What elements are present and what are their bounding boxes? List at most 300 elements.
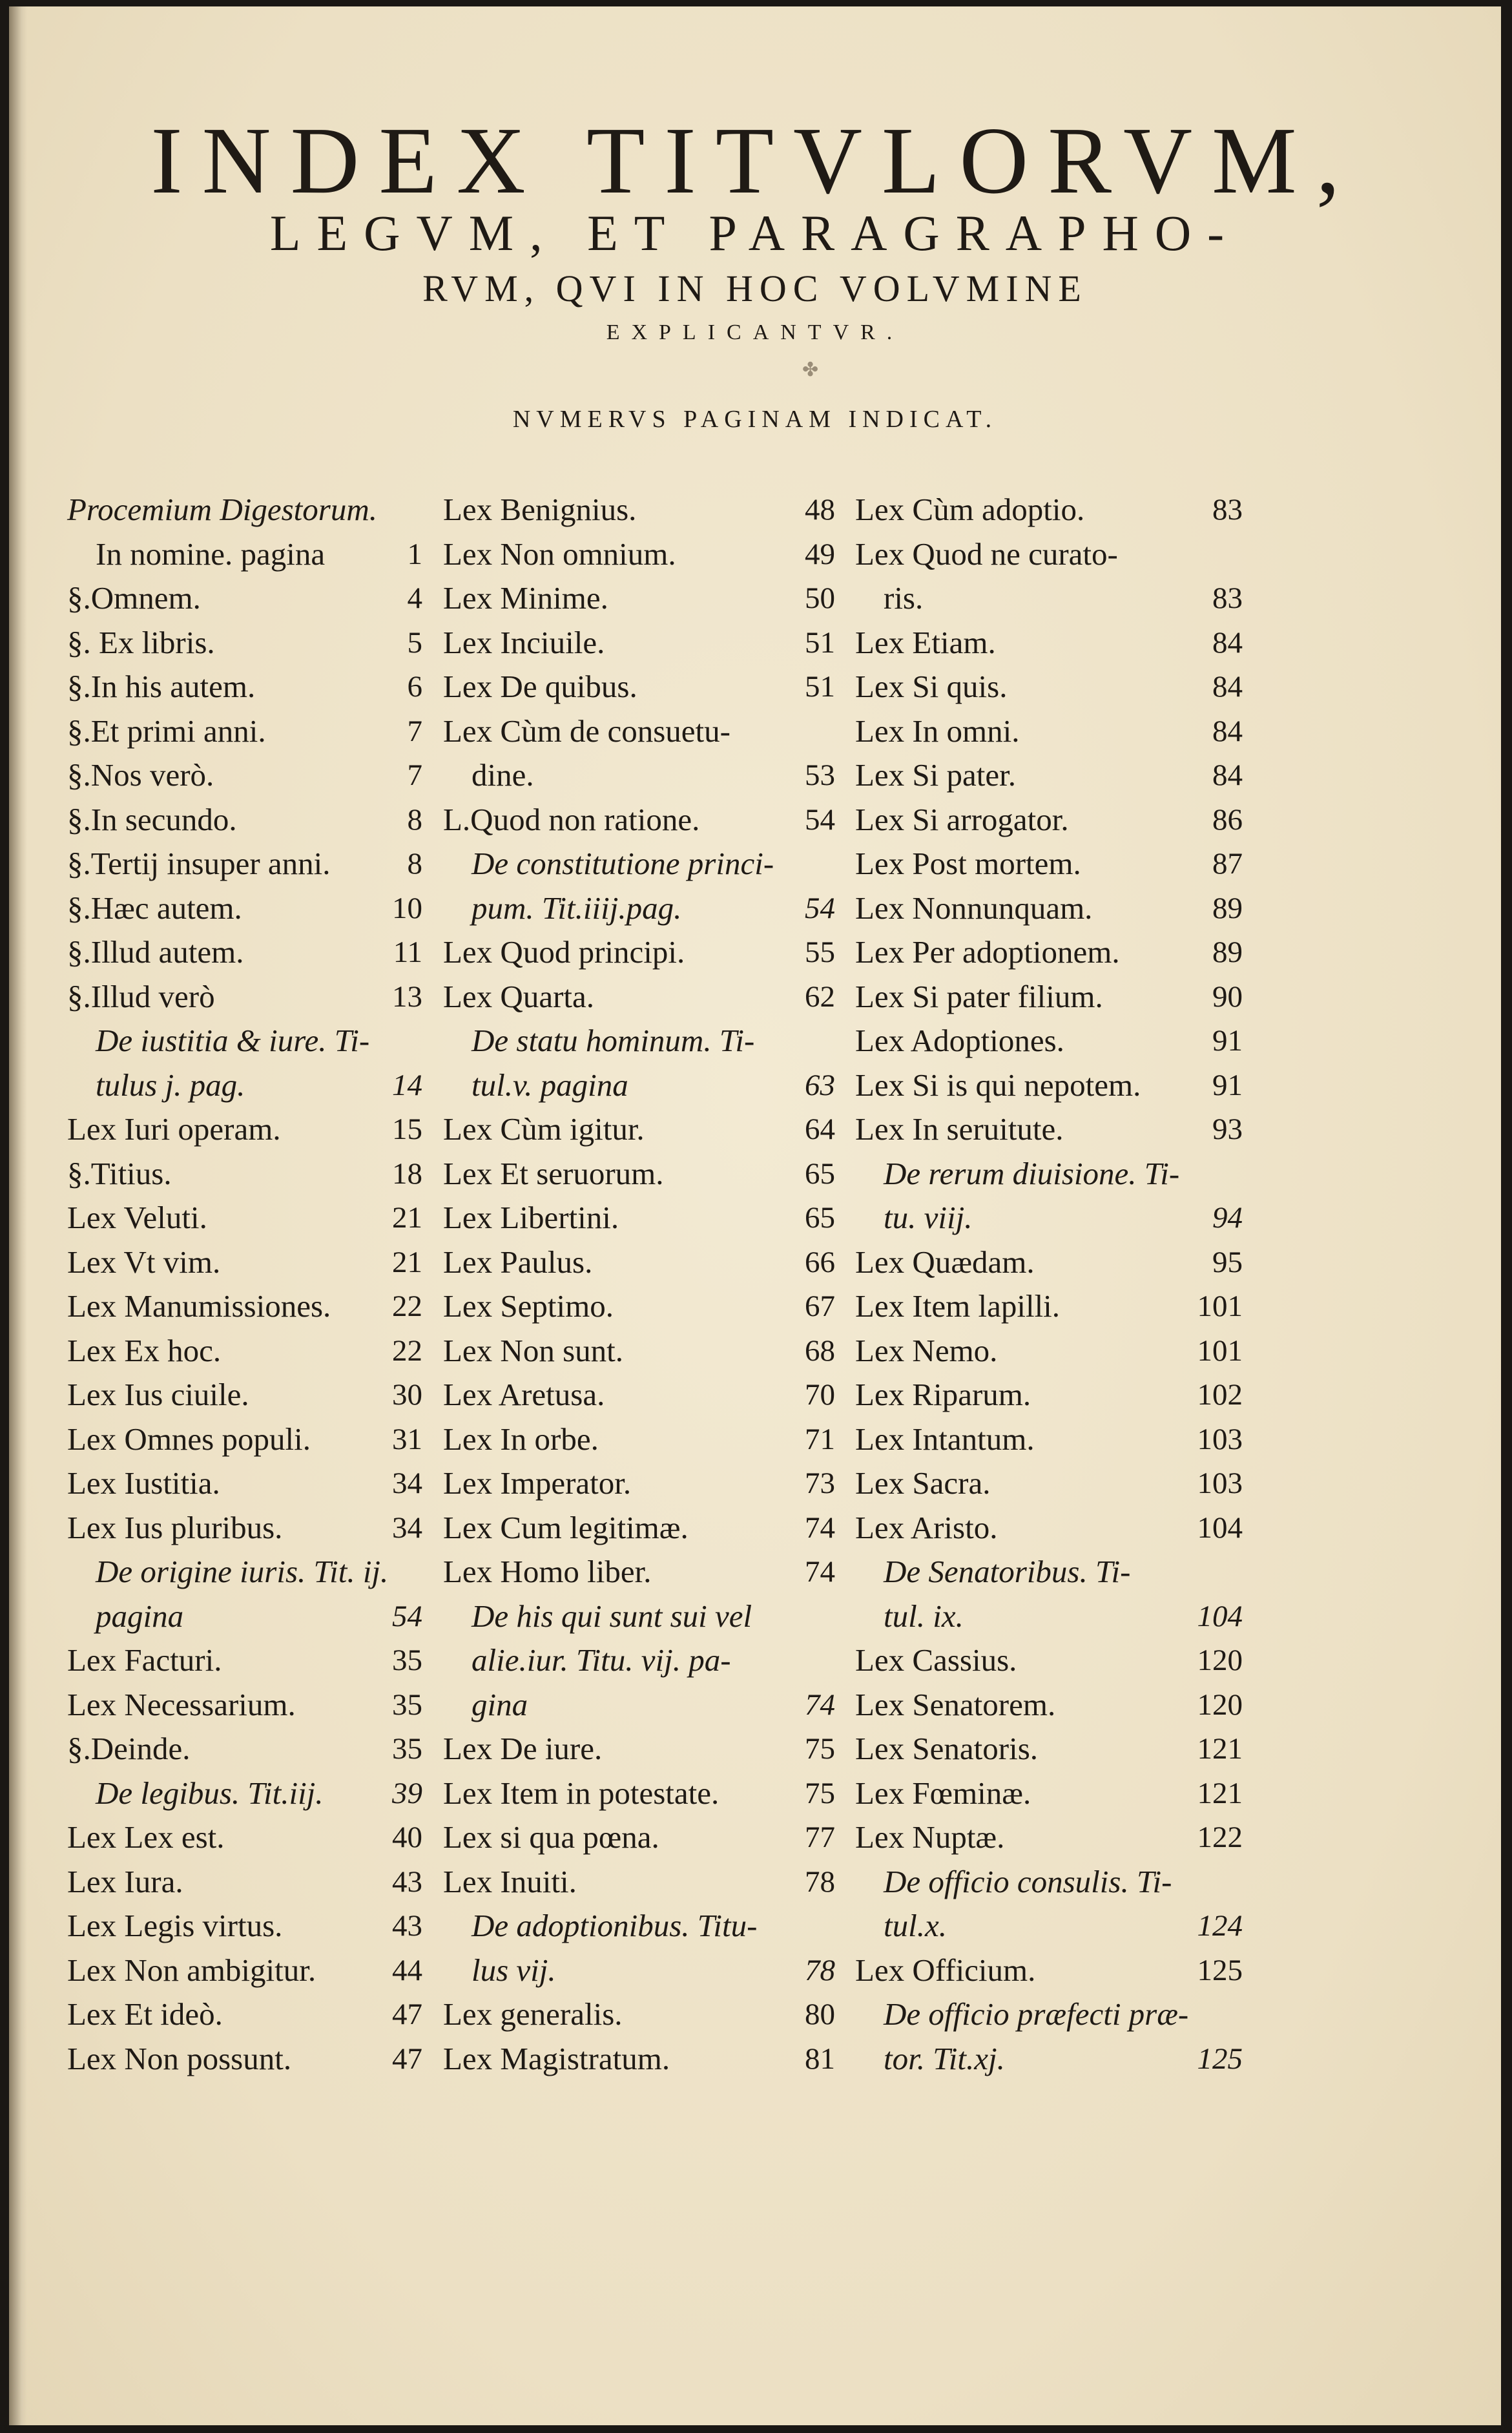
- index-entry: [67, 1594, 422, 1639]
- entry-page-number: 47: [392, 1998, 422, 2031]
- entry-page-number: 53: [805, 758, 835, 792]
- index-entry: [443, 1594, 835, 1639]
- entry-label: Lex Nuptæ.: [855, 1819, 1005, 1855]
- index-entry: [67, 1019, 422, 1063]
- entry-label: Lex Non sunt.: [443, 1332, 623, 1368]
- index-entry: [855, 532, 1243, 577]
- entry-page-number: 77: [805, 1821, 835, 1854]
- entry-label: Lex De quibus.: [443, 669, 637, 704]
- entry-label: Lex Si pater filium.: [855, 978, 1103, 1014]
- entry-label: Lex Fœminæ.: [855, 1775, 1031, 1811]
- entry-page-number: 87: [1212, 847, 1243, 881]
- entry-label: Lex Benignius.: [443, 492, 637, 527]
- index-entry: [855, 1329, 1243, 1373]
- index-entry: [855, 1594, 1243, 1639]
- entry-page-number: 67: [805, 1290, 835, 1323]
- index-entry: [67, 488, 422, 532]
- index-entry: [443, 1904, 835, 1948]
- entry-label: Lex Inuiti.: [443, 1863, 577, 1899]
- index-entry: [67, 1992, 422, 2037]
- entry-label: De statu hominum. Ti-: [471, 1023, 755, 1058]
- entry-page-number: 5: [407, 625, 422, 660]
- entry-page-number: 84: [1212, 714, 1243, 748]
- entry-page-number: 83: [1212, 493, 1243, 527]
- entry-label: Lex Nonnunquam.: [855, 890, 1093, 926]
- entry-label: §.Hæc autem.: [67, 890, 242, 926]
- entry-page-number: 71: [805, 1422, 835, 1456]
- entry-page-number: 65: [805, 1156, 835, 1191]
- entry-page-number: 89: [1212, 891, 1243, 925]
- entry-label: Lex Facturi.: [67, 1642, 222, 1678]
- entry-label: Lex Iura.: [67, 1863, 183, 1899]
- index-entry: [67, 1727, 422, 1771]
- entry-page-number: 54: [392, 1599, 422, 1633]
- index-entry: [855, 1461, 1243, 1506]
- entry-label: Lex Quod principi.: [443, 934, 685, 970]
- index-entry: [67, 1815, 422, 1860]
- entry-page-number: 40: [392, 1821, 422, 1854]
- index-entry: [443, 1373, 835, 1417]
- entry-label: Lex Quod ne curato-: [855, 536, 1118, 572]
- index-entry: [443, 1284, 835, 1329]
- entry-label: Lex Item in potestate.: [443, 1775, 720, 1811]
- entry-label: §.Titius.: [67, 1155, 172, 1191]
- entry-label: De legibus. Tit.iij.: [96, 1775, 324, 1811]
- index-entry: [443, 576, 835, 621]
- index-entry: [855, 1727, 1243, 1771]
- entry-label: lus vij.: [471, 1952, 556, 1988]
- entry-label: pagina: [96, 1598, 184, 1634]
- entry-page-number: 14: [392, 1068, 422, 1102]
- entry-page-number: 13: [392, 979, 422, 1014]
- index-entry: [855, 665, 1243, 709]
- entry-page-number: 15: [392, 1112, 422, 1146]
- entry-label: Lex generalis.: [443, 1996, 623, 2032]
- entry-label: De constitutione princi-: [471, 846, 774, 881]
- index-entry: [67, 1240, 422, 1285]
- entry-label: Lex In orbe.: [443, 1421, 599, 1457]
- index-entry: [443, 1992, 835, 2037]
- entry-label: Lex Ius pluribus.: [67, 1509, 283, 1545]
- index-entry: [67, 1152, 422, 1196]
- index-entry: [443, 1815, 835, 1860]
- entry-label: Lex Iuri operam.: [67, 1111, 281, 1147]
- entry-label: Lex Post mortem.: [855, 846, 1081, 881]
- entry-label: alie.iur. Titu. vij. pa-: [471, 1642, 731, 1678]
- index-entry: [67, 930, 422, 975]
- entry-page-number: 95: [1212, 1245, 1243, 1279]
- index-entry: [67, 1771, 422, 1816]
- entry-page-number: 22: [392, 1290, 422, 1323]
- entry-label: Lex Minime.: [443, 580, 608, 616]
- index-entry: [855, 1948, 1243, 1993]
- index-entry: [67, 1107, 422, 1152]
- index-entry: [443, 1019, 835, 1063]
- entry-page-number: 62: [805, 979, 835, 1014]
- entry-label: Lex Et ideò.: [67, 1996, 223, 2032]
- entry-page-number: 51: [805, 625, 835, 660]
- entry-label: Lex Necessarium.: [67, 1686, 296, 1722]
- index-entry: [443, 1506, 835, 1551]
- entry-label: Lex Non ambigitur.: [67, 1952, 316, 1988]
- index-entry: [855, 975, 1243, 1019]
- entry-page-number: 66: [805, 1245, 835, 1279]
- index-entry: [855, 1904, 1243, 1948]
- index-entry: [67, 709, 422, 754]
- index-entry: [855, 1196, 1243, 1240]
- index-entry: [443, 930, 835, 975]
- entry-label: Lex Riparum.: [855, 1377, 1031, 1412]
- entry-page-number: 103: [1197, 1422, 1243, 1456]
- index-entry: [855, 1417, 1243, 1462]
- entry-label: Lex Per adoptionem.: [855, 934, 1120, 970]
- entry-label: Lex Cùm de consuetu-: [443, 713, 730, 749]
- index-entry: [443, 532, 835, 577]
- entry-page-number: 78: [805, 1864, 835, 1899]
- entry-label: Lex Si quis.: [855, 669, 1008, 704]
- index-entry: [67, 798, 422, 842]
- index-entry: [67, 576, 422, 621]
- index-entry: [443, 975, 835, 1019]
- entry-label: dine.: [471, 757, 534, 793]
- entry-page-number: 8: [407, 847, 422, 881]
- index-entry: [67, 1506, 422, 1551]
- index-entry: [855, 1019, 1243, 1063]
- entry-page-number: 11: [393, 935, 422, 969]
- entry-page-number: 80: [805, 1998, 835, 2031]
- index-entry: [855, 1240, 1243, 1285]
- entry-label: Lex Item lapilli.: [855, 1288, 1061, 1324]
- index-entry: [443, 842, 835, 886]
- entry-page-number: 8: [407, 802, 422, 837]
- entry-label: §.In secundo.: [67, 801, 237, 837]
- index-entry: [855, 842, 1243, 886]
- index-entry: [855, 1550, 1243, 1594]
- entry-page-number: 103: [1197, 1467, 1243, 1500]
- index-entry: [855, 488, 1243, 532]
- entry-label: Lex si qua pœna.: [443, 1819, 659, 1855]
- entry-label: tul.x.: [884, 1908, 947, 1943]
- entry-page-number: 125: [1197, 1953, 1243, 1987]
- entry-label: Lex Sacra.: [855, 1465, 991, 1501]
- index-column-3: [855, 488, 1243, 2081]
- index-entry: [443, 1771, 835, 1816]
- index-entry: [67, 1417, 422, 1462]
- index-entry: [443, 1107, 835, 1152]
- entry-label: Lex Lex est.: [67, 1819, 225, 1855]
- index-entry: [443, 1638, 835, 1683]
- entry-label: Lex Magistratum.: [443, 2040, 670, 2076]
- entry-label: De his qui sunt sui vel: [471, 1598, 752, 1634]
- entry-label: tul. ix.: [884, 1598, 964, 1634]
- entry-label: Lex Cassius.: [855, 1642, 1017, 1678]
- entry-page-number: 89: [1212, 935, 1243, 969]
- index-entry: [443, 1461, 835, 1506]
- entry-page-number: 43: [392, 1864, 422, 1899]
- index-entry: [855, 1771, 1243, 1816]
- index-entry: [443, 886, 835, 931]
- entry-page-number: 55: [805, 935, 835, 969]
- entry-label: Lex Paulus.: [443, 1244, 593, 1280]
- index-entry: [443, 1727, 835, 1771]
- index-entry: [855, 576, 1243, 621]
- entry-label: Lex Non omnium.: [443, 536, 676, 572]
- entry-page-number: 48: [805, 493, 835, 527]
- entry-page-number: 31: [392, 1422, 422, 1456]
- index-entry: [67, 1904, 422, 1948]
- index-entry: [443, 1550, 835, 1594]
- index-entry: [855, 1152, 1243, 1196]
- entry-label: §.Illud verò: [67, 978, 215, 1014]
- entry-page-number: 50: [805, 581, 835, 615]
- index-entry: [855, 1506, 1243, 1551]
- entry-page-number: 91: [1212, 1024, 1243, 1058]
- entry-page-number: 68: [805, 1333, 835, 1368]
- entry-label: §.Tertij insuper anni.: [67, 846, 331, 881]
- entry-page-number: 120: [1197, 1644, 1243, 1677]
- entry-page-number: 51: [805, 670, 835, 704]
- entry-label: §. Ex libris.: [67, 624, 215, 660]
- entry-page-number: 21: [392, 1245, 422, 1279]
- title-line-3: RVM, QVI IN HOC VOLVMINE: [422, 267, 1088, 309]
- entry-label: gina: [471, 1686, 528, 1722]
- index-entry: [67, 2037, 422, 2082]
- entry-label: Lex Non possunt.: [67, 2040, 292, 2076]
- entry-page-number: 124: [1197, 1909, 1243, 1943]
- entry-label: Lex Cùm igitur.: [443, 1111, 645, 1147]
- entry-page-number: 121: [1197, 1732, 1243, 1766]
- index-column-2: [443, 488, 835, 2081]
- entry-label: tor. Tit.xj.: [884, 2040, 1005, 2076]
- index-entry: [443, 1683, 835, 1728]
- index-entry: [855, 1063, 1243, 1108]
- index-entry: [855, 798, 1243, 842]
- entry-page-number: 7: [407, 758, 422, 792]
- index-entry: [67, 975, 422, 1019]
- index-entry: [67, 1373, 422, 1417]
- entry-page-number: 74: [805, 1687, 835, 1722]
- entry-label: Lex Officium.: [855, 1952, 1036, 1988]
- entry-page-number: 93: [1212, 1112, 1243, 1146]
- entry-page-number: 65: [805, 1201, 835, 1235]
- index-entry: [67, 1284, 422, 1329]
- index-entry: [855, 753, 1243, 798]
- entry-label: Lex In omni.: [855, 713, 1020, 749]
- book-page: [9, 6, 1501, 2425]
- entry-label: Lex Adoptiones.: [855, 1023, 1064, 1058]
- entry-label: Lex Manumissiones.: [67, 1288, 331, 1324]
- index-entry: [67, 1550, 422, 1594]
- entry-page-number: 35: [392, 1732, 422, 1766]
- index-entry: [443, 1063, 835, 1108]
- index-entry: [67, 1329, 422, 1373]
- entry-page-number: 86: [1212, 802, 1243, 837]
- ornament-mark: ✤: [802, 359, 819, 381]
- entry-label: §.Et primi anni.: [67, 713, 266, 749]
- entry-page-number: 35: [392, 1687, 422, 1722]
- index-entry: [443, 1417, 835, 1462]
- title-line-2: LEGVM, ET PARAGRAPHO-: [269, 205, 1241, 261]
- index-entry: [443, 1196, 835, 1240]
- entry-page-number: 70: [805, 1378, 835, 1412]
- entry-page-number: 75: [805, 1776, 835, 1810]
- entry-label: De adoptionibus. Titu-: [471, 1908, 758, 1943]
- index-entry: [443, 1240, 835, 1285]
- index-entry: [443, 488, 835, 532]
- index-entry: [855, 1992, 1243, 2037]
- entry-page-number: 84: [1212, 625, 1243, 660]
- entry-label: Lex Etiam.: [855, 624, 996, 660]
- entry-label: ris.: [884, 580, 924, 616]
- index-entry: [67, 842, 422, 886]
- entry-page-number: 54: [805, 802, 835, 837]
- entry-label: Lex Septimo.: [443, 1288, 614, 1324]
- entry-label: §.Illud autem.: [67, 934, 244, 970]
- entry-page-number: 120: [1197, 1687, 1243, 1722]
- entry-label: Lex Senatorem.: [855, 1686, 1056, 1722]
- entry-label: Lex Ius ciuile.: [67, 1377, 249, 1412]
- index-entry: [443, 621, 835, 665]
- entry-page-number: 101: [1197, 1290, 1243, 1323]
- entry-label: De officio præfecti præ-: [884, 1996, 1189, 2032]
- entry-label: Lex Aretusa.: [443, 1377, 605, 1412]
- index-title: INDEX TITVLORVM,: [150, 108, 1360, 214]
- entry-page-number: 84: [1212, 670, 1243, 704]
- index-entry: [855, 1107, 1243, 1152]
- index-entry: [443, 709, 835, 754]
- entry-page-number: 4: [407, 581, 422, 615]
- index-entry: [67, 1860, 422, 1905]
- entry-label: Lex Senatoris.: [855, 1731, 1039, 1766]
- entry-page-number: 81: [805, 2041, 835, 2076]
- index-entry: [67, 1683, 422, 1728]
- entry-label: Lex De iure.: [443, 1731, 603, 1766]
- entry-page-number: 35: [392, 1644, 422, 1677]
- index-subtitle: NVMERVS PAGINAM INDICAT.: [512, 406, 998, 433]
- entry-page-number: 74: [805, 1555, 835, 1589]
- index-entry: [855, 1284, 1243, 1329]
- entry-label: De officio consulis. Ti-: [884, 1863, 1172, 1899]
- entry-label: tul.v. pagina: [471, 1067, 628, 1103]
- index-entry: [855, 1860, 1243, 1905]
- entry-page-number: 44: [392, 1953, 422, 1987]
- entry-label: Lex Imperator.: [443, 1465, 632, 1501]
- entry-page-number: 90: [1212, 979, 1243, 1014]
- entry-label: Lex In seruitute.: [855, 1111, 1064, 1147]
- index-entry: [855, 2037, 1243, 2082]
- index-entry: [67, 1948, 422, 1993]
- index-entry: [855, 621, 1243, 665]
- entry-label: De Senatoribus. Ti-: [884, 1554, 1131, 1589]
- entry-page-number: 83: [1212, 581, 1243, 615]
- entry-label: L.Quod non ratione.: [443, 801, 700, 837]
- entry-page-number: 39: [392, 1776, 422, 1810]
- index-entry: [443, 798, 835, 842]
- entry-page-number: 94: [1212, 1201, 1243, 1235]
- entry-label: Lex Cùm adoptio.: [855, 492, 1085, 527]
- entry-page-number: 122: [1197, 1821, 1243, 1854]
- entry-label: tulus j. pag.: [96, 1067, 245, 1103]
- entry-label: In nomine. pagina: [96, 536, 326, 572]
- entry-label: §.Deinde.: [67, 1731, 191, 1766]
- entry-label: pum. Tit.iiij.pag.: [471, 890, 682, 926]
- index-entry: [67, 621, 422, 665]
- entry-label: Lex Intantum.: [855, 1421, 1035, 1457]
- entry-label: §.Nos verò.: [67, 757, 214, 793]
- entry-page-number: 73: [805, 1467, 835, 1500]
- entry-page-number: 1: [407, 537, 422, 571]
- index-entry: [443, 665, 835, 709]
- page-binding-shadow: [9, 6, 27, 2425]
- index-entry: [855, 1638, 1243, 1683]
- entry-page-number: 78: [805, 1953, 835, 1987]
- index-entry: [67, 1196, 422, 1240]
- entry-label: Lex Legis virtus.: [67, 1908, 283, 1943]
- index-entry: [855, 1683, 1243, 1728]
- entry-label: De origine iuris. Tit. ij.: [96, 1554, 389, 1589]
- index-entry: [443, 1152, 835, 1196]
- index-column-1: [67, 488, 422, 2081]
- index-entry: [855, 1815, 1243, 1860]
- entry-label: Lex Ex hoc.: [67, 1332, 222, 1368]
- entry-label: Lex Aristo.: [855, 1509, 998, 1545]
- entry-page-number: 104: [1197, 1599, 1243, 1633]
- entry-label: Lex Et seruorum.: [443, 1155, 664, 1191]
- entry-page-number: 102: [1197, 1378, 1243, 1412]
- entry-page-number: 30: [392, 1378, 422, 1412]
- index-entry: [443, 1948, 835, 1993]
- entry-label: Lex Inciuile.: [443, 624, 605, 660]
- index-entry: [443, 1329, 835, 1373]
- entry-page-number: 22: [392, 1333, 422, 1368]
- entry-page-number: 104: [1197, 1510, 1243, 1545]
- entry-page-number: 54: [805, 891, 835, 925]
- entry-page-number: 18: [392, 1156, 422, 1191]
- entry-page-number: 74: [805, 1510, 835, 1545]
- entry-label: Lex Si arrogator.: [855, 801, 1069, 837]
- entry-label: Lex Omnes populi.: [67, 1421, 311, 1457]
- entry-page-number: 34: [392, 1467, 422, 1500]
- index-entry: [855, 930, 1243, 975]
- index-entry: [67, 1638, 422, 1683]
- index-entry: [67, 532, 422, 577]
- entry-label: Lex Cum legitimæ.: [443, 1509, 689, 1545]
- entry-page-number: 7: [407, 714, 422, 748]
- index-entry: [67, 665, 422, 709]
- entry-label: Lex Homo liber.: [443, 1554, 652, 1589]
- entry-label: Lex Si pater.: [855, 757, 1017, 793]
- entry-label: Lex Vt vim.: [67, 1244, 221, 1280]
- index-entry: [67, 1461, 422, 1506]
- index-entry: [443, 2037, 835, 2082]
- entry-page-number: 84: [1212, 758, 1243, 792]
- entry-label: Procemium Digestorum.: [67, 492, 377, 527]
- entry-page-number: 91: [1212, 1068, 1243, 1102]
- index-entry: [67, 886, 422, 931]
- entry-label: tu. viij.: [884, 1200, 973, 1235]
- entry-page-number: 101: [1197, 1333, 1243, 1368]
- entry-label: Lex Quædam.: [855, 1244, 1035, 1280]
- index-entry: [67, 1063, 422, 1108]
- entry-page-number: 49: [805, 537, 835, 571]
- entry-label: De rerum diuisione. Ti-: [884, 1155, 1180, 1191]
- index-entry: [855, 709, 1243, 754]
- entry-page-number: 21: [392, 1201, 422, 1235]
- entry-page-number: 10: [392, 891, 422, 925]
- entry-page-number: 34: [392, 1510, 422, 1545]
- entry-label: §.In his autem.: [67, 669, 256, 704]
- entry-label: Lex Libertini.: [443, 1200, 619, 1235]
